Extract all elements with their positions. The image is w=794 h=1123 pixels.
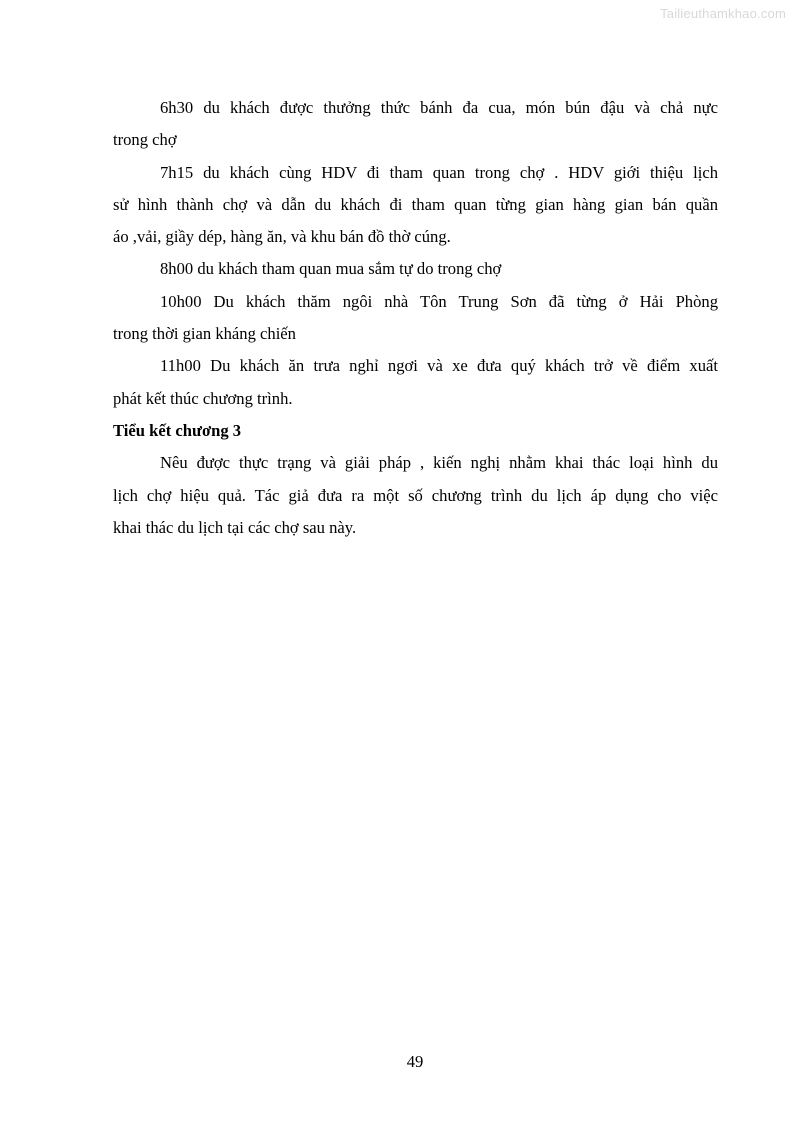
text-line: sử hình thành chợ và dẫn du khách đi tham quan từng gian hàng gian bán quần — [113, 194, 718, 214]
text-line: 8h00 du khách tham quan mua sắm tự do trong chợ — [160, 259, 502, 279]
text-line: khai thác du lịch tại các chợ sau này. — [113, 517, 357, 537]
text-line: 6h30 du khách được thưởng thức bánh đa cua, món bún đậu và chả nực — [160, 98, 718, 117]
section-heading: Tiểu kết chương 3 — [113, 420, 242, 440]
text-line: 7h15 du khách cùng HDV đi tham quan trong chợ . HDV giới thiệu lịch — [160, 162, 718, 182]
page-number: 49 — [406, 1052, 424, 1071]
watermark: Tailieuthamkhao.com — [660, 6, 786, 21]
document-body — [113, 92, 718, 544]
text-line: phát kết thúc chương trình. — [113, 388, 293, 408]
text-line: lịch chợ hiệu quả. Tác giả đưa ra một số chương trình du lịch áp dụng cho việc — [113, 485, 718, 505]
text-line: áo ,vải, giầy dép, hàng ăn, và khu bán đồ thờ cúng. — [113, 227, 451, 247]
text-line: Nêu được thực trạng và giải pháp , kiến nghị nhằm khai thác loại hình du — [160, 453, 718, 473]
text-line: trong thời gian kháng chiến — [113, 324, 296, 344]
text-line: 10h00 Du khách thăm ngôi nhà Tôn Trung Sơn đã từng ở Hải Phòng — [160, 291, 718, 311]
text-line: 11h00 Du khách ăn trưa nghỉ ngơi và xe đưa quý khách trở về điểm xuất — [160, 356, 718, 376]
text-line: trong chợ — [113, 130, 177, 150]
